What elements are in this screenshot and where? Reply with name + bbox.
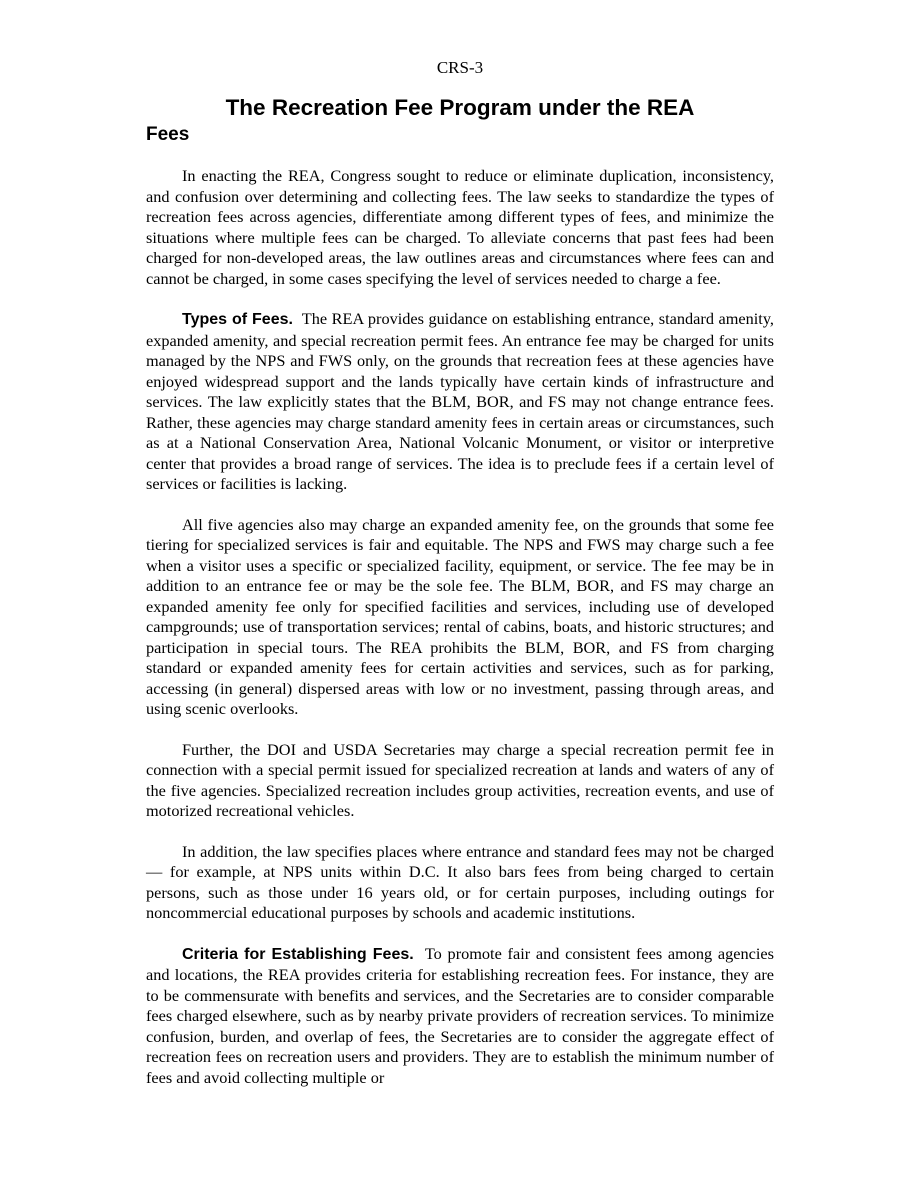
paragraph-expanded-amenity: [146, 515, 774, 720]
paragraph-criteria: [146, 944, 774, 1089]
paragraph-text: All five agencies also may charge an expanded amenity fee, on the grounds that some fee tiering for specialized services is fair and equitable. The NPS and FWS may charge such a fee when a visitor uses a specific or specialized facility, equipment, or service. The fee may be in addition to an entrance fee or may be the sole fee. The BLM, BOR, and FS may charge an expanded amenity fee only for specified facilities and services, including use of developed campgrounds; use of transportation services; rental of cabins, boats, and historic structures; and participation in special tours. The REA prohibits the BLM, BOR, and FS from charging standard or expanded amenity fees for certain activities and services, such as for parking, accessing (in general) dispersed areas with low or no investment, passing through areas, and using scenic overlooks.: [146, 514, 774, 718]
paragraph-intro: [146, 166, 774, 289]
subheading-types-of-fees: Types of Fees.: [182, 311, 293, 328]
document-title: The Recreation Fee Program under the REA: [225, 95, 695, 120]
subheading-criteria: Criteria for Establishing Fees.: [182, 945, 414, 963]
paragraph-text: In enacting the REA, Congress sought to reduce or eliminate duplication, inconsistency, and confusion over determining and collecting fees. The law seeks to standardize the types of recreation fees across agencies, differentiate among different types of fees, and minimize the situations where multiple fees can be charged. To alleviate concerns that past fees had been charged for non-developed areas, the law outlines areas and circumstances where fees can and cannot be charged, in some cases specifying the level of services needed to charge a fee.: [146, 166, 774, 288]
document-body: [146, 166, 774, 1108]
paragraph-text: Further, the DOI and USDA Secretaries may charge a special recreation permit fee in connection with a special permit issued for specialized recreation at lands and waters of any of the five agencies. Specialized recreation includes group activities, recreation events, and use of motorized recreational vehicles.: [146, 739, 774, 820]
paragraph-text: In addition, the law specifies places where entrance and standard fees may not be charged — for example, at NPS units within D.C. It also bars fees from being charged to certain persons, such as those under 16 years old, or for certain purposes, including outings for noncommercial educational purposes by schools and academic institutions.: [146, 841, 774, 922]
paragraph-special-permit: [146, 740, 774, 822]
paragraph-types-of-fees: [146, 309, 774, 495]
paragraph-text: The REA provides guidance on establishing entrance, standard amenity, expanded amenity, and special recreation permit fees. An entrance fee may be charged for units managed by the NPS and FWS only, on the grounds that recreation fees at these agencies have enjoyed widespread support and the lands typically have certain kinds of infrastructure and services. The law explicitly states that the BLM, BOR, and FS may not change entrance fees. Rather, these agencies may charge standard amenity fees in certain areas or circumstances, such as at a National Conservation Area, National Volcanic Monument, or visitor or interpretive center that provides a broad range of services. The idea is to preclude fees if a certain level of services or facilities is lacking.: [146, 309, 774, 493]
section-heading-fees: Fees: [146, 124, 190, 145]
page-number: CRS-3: [436, 58, 484, 77]
paragraph-text: To promote fair and consistent fees among agencies and locations, the REA provides criteria for establishing recreation fees. For instance, they are to be commensurate with benefits and services, and the Secretaries are to consider comparable fees charged elsewhere, such as by nearby private providers of recreation services. To minimize confusion, burden, and overlap of fees, the Secretaries are to consider the aggregate effect of recreation fees on recreation users and providers. They are to establish the minimum number of fees and avoid collecting multiple or: [146, 943, 774, 1087]
paragraph-exemptions: [146, 842, 774, 924]
